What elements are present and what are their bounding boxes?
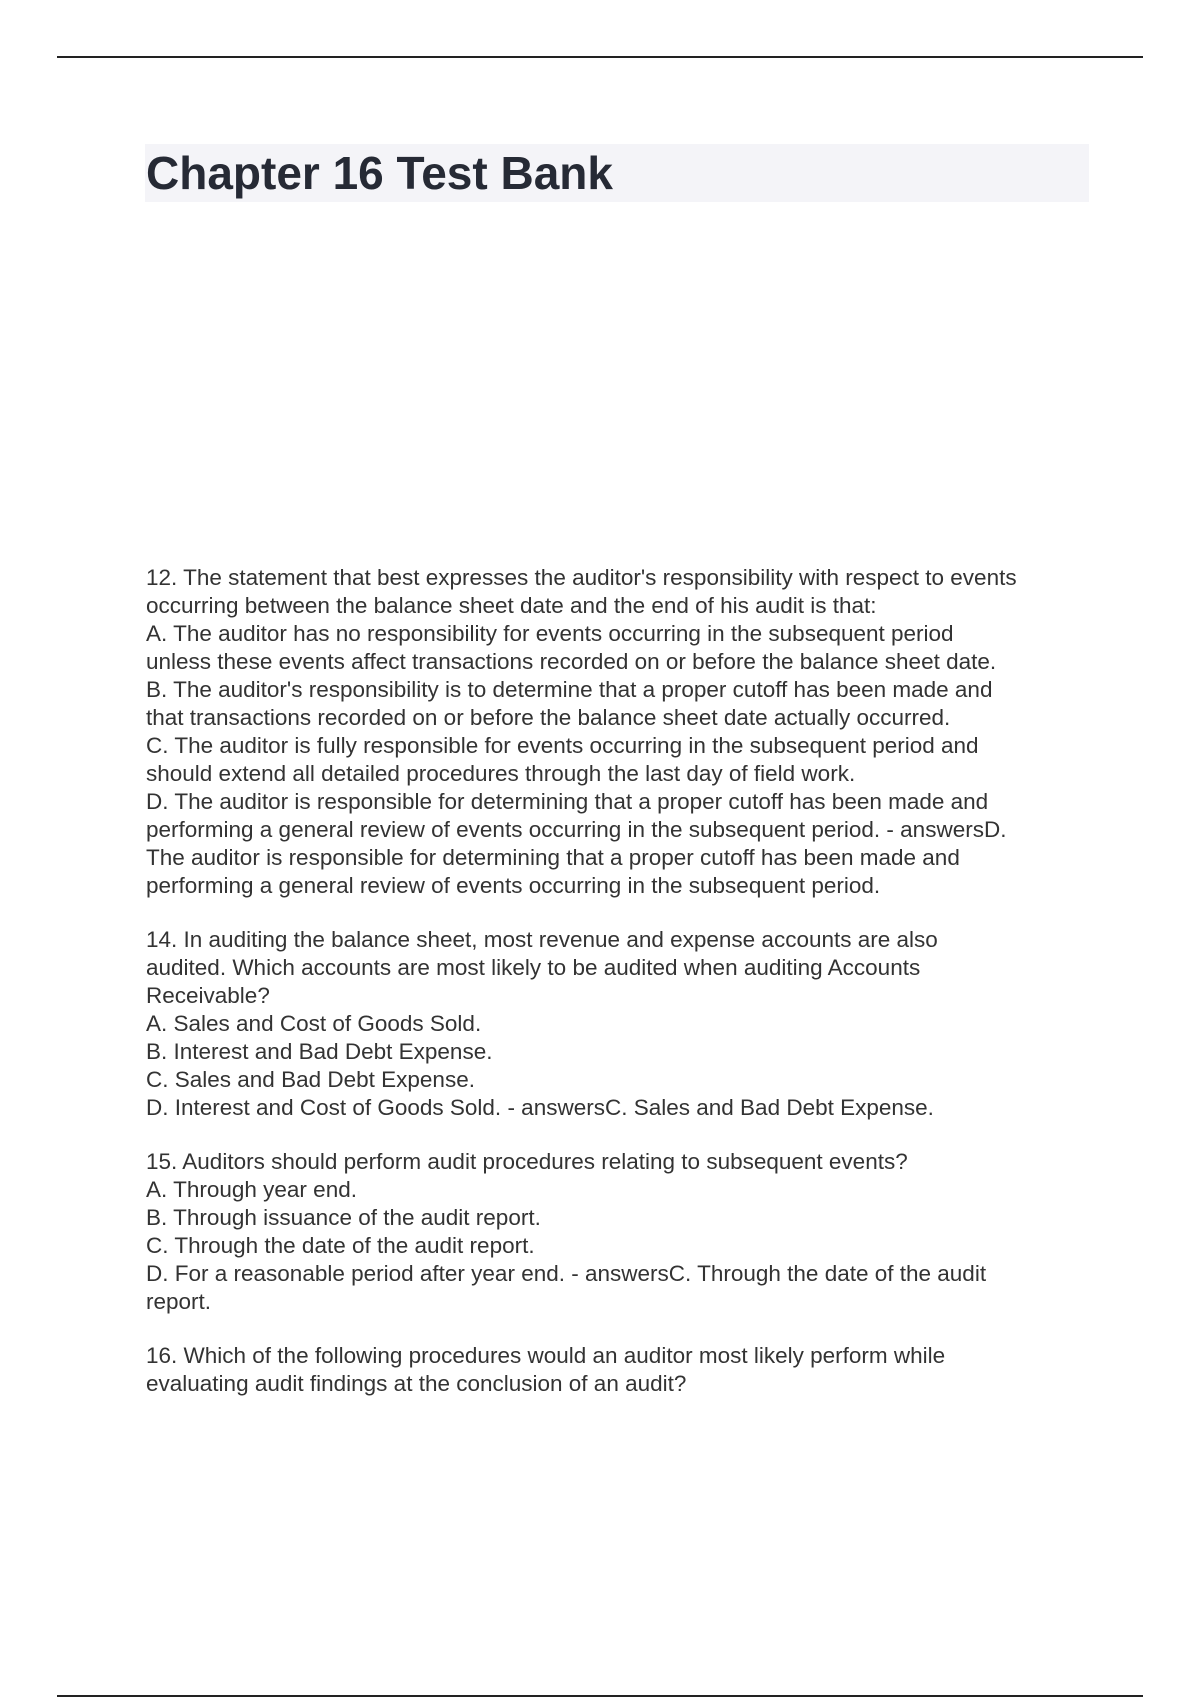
question-line: 12. The statement that best expresses the auditor's responsibility with respect to events (146, 565, 1017, 590)
answer-option-d: D. The auditor is responsible for determining that a proper cutoff has been made and (146, 789, 989, 814)
answer-option-a: A. Through year end. (146, 1177, 357, 1202)
answer-option-b: B. Interest and Bad Debt Expense. (146, 1039, 493, 1064)
question-line: unless these events affect transactions recorded on or before the balance sheet date. (146, 649, 997, 674)
answer-option-c: C. Sales and Bad Debt Expense. (146, 1067, 475, 1092)
question-line: 14. In auditing the balance sheet, most revenue and expense accounts are also (146, 927, 938, 952)
page-title: Chapter 16 Test Bank (146, 147, 613, 199)
question-line: Receivable? (146, 983, 270, 1008)
answer-option-d: D. Interest and Cost of Goods Sold. - answersC. Sales and Bad Debt Expense. (146, 1095, 934, 1120)
question-line: performing a general review of events occurring in the subsequent period. - answersD. (146, 817, 1007, 842)
answer-option-b: B. The auditor's responsibility is to determine that a proper cutoff has been made and (146, 677, 993, 702)
question-line: occurring between the balance sheet date and the end of his audit is that: (146, 593, 877, 618)
question-12 (146, 564, 1090, 900)
answer-option-a: A. Sales and Cost of Goods Sold. (146, 1011, 482, 1036)
answer-option-c: C. Through the date of the audit report. (146, 1233, 535, 1258)
question-line: performing a general review of events occurring in the subsequent period. (146, 873, 881, 898)
question-line: report. (146, 1289, 212, 1314)
question-line: that transactions recorded on or before the balance sheet date actually occurred. (146, 705, 951, 730)
question-line: 15. Auditors should perform audit procedures relating to subsequent events? (146, 1149, 908, 1174)
question-16 (146, 1342, 1090, 1398)
answer-option-a: A. The auditor has no responsibility for events occurring in the subsequent period (146, 621, 954, 646)
bottom-rule (57, 1695, 1143, 1697)
question-14 (146, 926, 1090, 1122)
answer-option-d: D. For a reasonable period after year end. - answersC. Through the date of the audit (146, 1261, 987, 1286)
question-15 (146, 1148, 1090, 1316)
question-line: audited. Which accounts are most likely to be audited when auditing Accounts (146, 955, 921, 980)
question-line: The auditor is responsible for determining that a proper cutoff has been made and (146, 845, 960, 870)
answer-option-c: C. The auditor is fully responsible for events occurring in the subsequent period and (146, 733, 979, 758)
question-line: evaluating audit findings at the conclusion of an audit? (146, 1371, 687, 1396)
question-line: should extend all detailed procedures through the last day of field work. (146, 761, 856, 786)
question-line: 16. Which of the following procedures would an auditor most likely perform while (146, 1343, 946, 1368)
answer-option-b: B. Through issuance of the audit report. (146, 1205, 541, 1230)
question-list (146, 564, 1090, 1424)
top-rule (57, 56, 1143, 58)
